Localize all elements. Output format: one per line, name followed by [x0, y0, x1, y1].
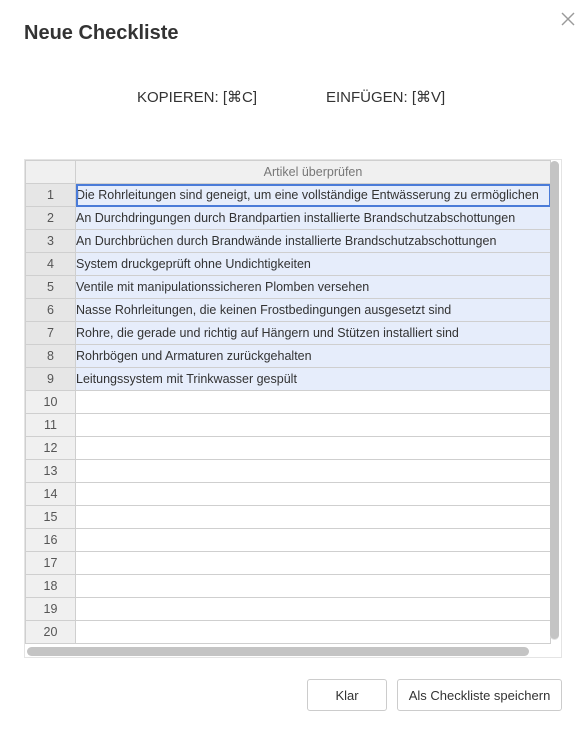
table-row	[26, 184, 551, 207]
table-row	[26, 414, 551, 437]
table-row	[26, 299, 551, 322]
vertical-scrollbar-thumb[interactable]	[550, 161, 559, 639]
checklist-item-cell[interactable]: Die Rohrleitungen sind geneigt, um eine vollständige Entwässerung zu ermöglichen	[76, 184, 551, 207]
checklist-item-cell[interactable]: An Durchbrüchen durch Brandwände installierte Brandschutzabschottungen	[76, 230, 551, 253]
row-number[interactable]: 4	[26, 253, 76, 276]
checklist-item-cell[interactable]	[76, 529, 551, 552]
row-number[interactable]: 20	[26, 621, 76, 644]
row-number[interactable]: 19	[26, 598, 76, 621]
table-row	[26, 437, 551, 460]
grid-corner[interactable]	[26, 161, 76, 184]
checklist-item-cell[interactable]	[76, 391, 551, 414]
table-row	[26, 598, 551, 621]
checklist-item-cell[interactable]	[76, 575, 551, 598]
row-number[interactable]: 10	[26, 391, 76, 414]
checklist-item-cell[interactable]	[76, 506, 551, 529]
checklist-table	[25, 160, 551, 644]
checklist-item-cell[interactable]	[76, 437, 551, 460]
table-row	[26, 253, 551, 276]
paste-shortcut-hint: EINFÜGEN: [⌘V]	[326, 89, 446, 106]
table-row	[26, 391, 551, 414]
done-button[interactable]: Klar	[307, 679, 387, 711]
close-icon[interactable]	[558, 9, 578, 29]
dialog-title: Neue Checkliste	[24, 22, 179, 44]
table-row	[26, 230, 551, 253]
checklist-item-cell[interactable]: An Durchdringungen durch Brandpartien installierte Brandschutzabschottungen	[76, 207, 551, 230]
checklist-item-cell[interactable]: Rohrbögen und Armaturen zurückgehalten	[76, 345, 551, 368]
checklist-item-cell[interactable]	[76, 414, 551, 437]
save-as-checklist-button[interactable]: Als Checkliste speichern	[397, 679, 562, 711]
table-row	[26, 529, 551, 552]
row-number[interactable]: 12	[26, 437, 76, 460]
row-number[interactable]: 9	[26, 368, 76, 391]
row-number[interactable]: 18	[26, 575, 76, 598]
shortcut-hints	[0, 88, 586, 108]
table-row	[26, 207, 551, 230]
column-header[interactable]: Artikel überprüfen	[76, 161, 551, 184]
row-number[interactable]: 3	[26, 230, 76, 253]
checklist-item-cell[interactable]: Ventile mit manipulationssicheren Plomben versehen	[76, 276, 551, 299]
table-row	[26, 506, 551, 529]
checklist-item-cell[interactable]: Nasse Rohrleitungen, die keinen Frostbedingungen ausgesetzt sind	[76, 299, 551, 322]
row-number[interactable]: 1	[26, 184, 76, 207]
table-row	[26, 345, 551, 368]
row-number[interactable]: 2	[26, 207, 76, 230]
checklist-item-cell[interactable]	[76, 483, 551, 506]
table-row	[26, 621, 551, 644]
row-number[interactable]: 11	[26, 414, 76, 437]
copy-shortcut-hint: KOPIEREN: [⌘C]	[137, 89, 258, 106]
row-number[interactable]: 13	[26, 460, 76, 483]
row-number[interactable]: 17	[26, 552, 76, 575]
horizontal-scrollbar-thumb[interactable]	[27, 647, 529, 656]
checklist-item-cell[interactable]	[76, 598, 551, 621]
table-row	[26, 276, 551, 299]
grid-body	[26, 184, 551, 644]
checklist-item-cell[interactable]	[76, 552, 551, 575]
row-number[interactable]: 16	[26, 529, 76, 552]
checklist-item-cell[interactable]	[76, 460, 551, 483]
checklist-grid	[24, 159, 562, 658]
row-number[interactable]: 8	[26, 345, 76, 368]
table-row	[26, 460, 551, 483]
table-row	[26, 552, 551, 575]
row-number[interactable]: 15	[26, 506, 76, 529]
row-number[interactable]: 6	[26, 299, 76, 322]
table-row	[26, 483, 551, 506]
table-row	[26, 322, 551, 345]
row-number[interactable]: 5	[26, 276, 76, 299]
checklist-item-cell[interactable]: Leitungssystem mit Trinkwasser gespült	[76, 368, 551, 391]
row-number[interactable]: 7	[26, 322, 76, 345]
table-row	[26, 575, 551, 598]
checklist-item-cell[interactable]	[76, 621, 551, 644]
table-row	[26, 368, 551, 391]
row-number[interactable]: 14	[26, 483, 76, 506]
checklist-item-cell[interactable]: Rohre, die gerade und richtig auf Hängern und Stützen installiert sind	[76, 322, 551, 345]
checklist-item-cell[interactable]: System druckgeprüft ohne Undichtigkeiten	[76, 253, 551, 276]
